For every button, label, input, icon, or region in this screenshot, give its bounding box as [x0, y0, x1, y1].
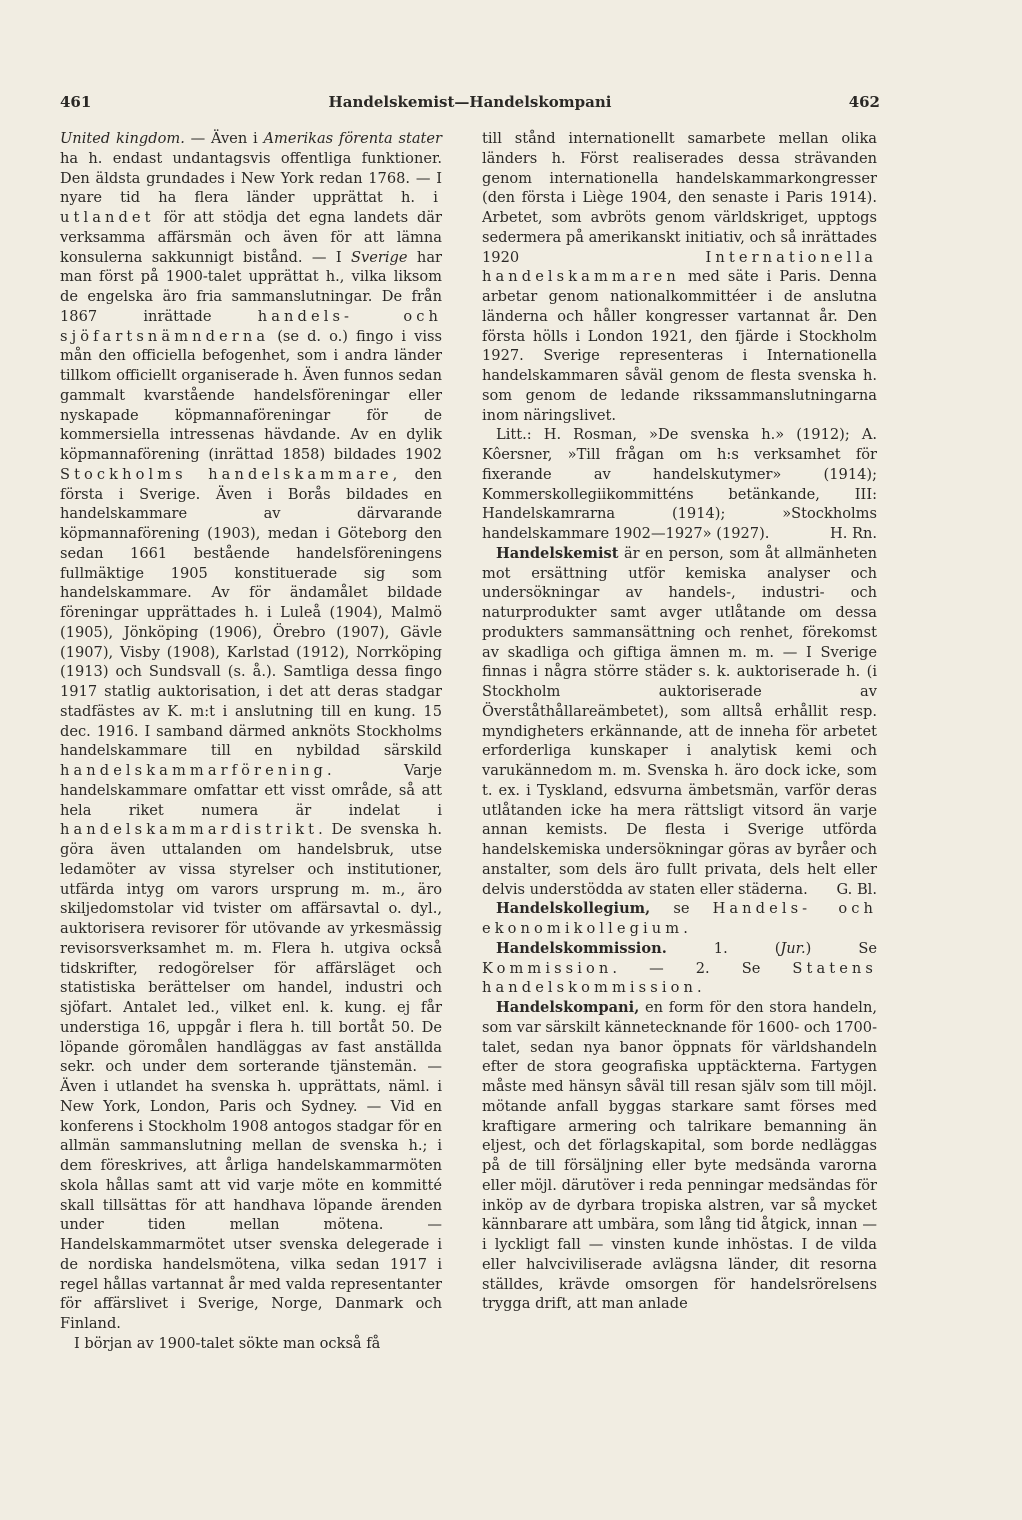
text-spaced: handelskammarförening: [60, 762, 327, 779]
author-signature: H. Rn.: [829, 525, 877, 542]
literature-paragraph: [482, 425, 877, 544]
text: . — 2. Se: [612, 959, 793, 977]
page-number-right: 462: [848, 93, 880, 111]
cross-reference: Kommission: [482, 959, 613, 977]
text-spaced: handelskammardistrikt: [60, 821, 319, 839]
text: , den första i Sverige. Även i Borås bildades en handelskammare av därvarande köpmannaförening (1903), medan i Göteborg den sedan 1661 bestående handelsföreningens fullmäktige 1905 konstituerade sig som handelskammare. Av för ändamålet bildade föreningar upprättades h. i Luleå (1904), Malmö (1905), Jönköping (1906), Örebro (1907), Gävle (1907), Visby (1908), Karlstad (1912), Norrköping (1913) och Sundsvall (s. å.). Samtliga dessa fingo 1917 statlig auktorisation, i det att deras stadgar stadfästes av K. m:t i anslutning till en kung. 15 dec. 1916. I samband därmed anknöts Stockholms handelskammare till en nybildad särskild: [60, 465, 443, 760]
text: ) Se: [805, 939, 877, 957]
entry-handelskollegium: [482, 899, 877, 939]
text-spaced: Internationella handelskammaren: [482, 248, 877, 286]
literature-text: Litt.: H. Rosman, »De svenska h.» (1912); A. Kôersner, »Till frågan om h:s verksamhet för fixerande av handelskutymer» (1914); Kommerskollegiikommitténs betänkande, III: Handelskamrarna (1914); »Stockholms handelskammare 1902—1927» (1927).: [482, 426, 877, 542]
text: till stånd internationellt samarbete mellan olika länders h. Först realiserades dessa strävanden genom internationella handelskammarkongresser (den första i Liège 1904, den senaste i Paris 1914). Arbetet, som avbröts genom världskriget, upptogs sedermera på amerikanskt initiativ, och så inrättades 1920: [482, 130, 877, 266]
page-number-left: 461: [60, 93, 92, 111]
text-italic: United kingdom.: [60, 130, 185, 147]
text: med säte i Paris. Denna arbetar genom nationalkommittéer i de anslutna länderna och håller kongresser vartannat år. Den första hölls i London 1921, den fjärde i Stockholm 1927. Sverige representeras i Internationella handelskammaren såväl genom de flesta svenska h. som genom de ledande rikssammanslutningarna inom näringslivet.: [482, 268, 877, 424]
text-spaced: handels- och sjöfartsnämnderna: [60, 307, 442, 345]
text-spaced: i utlandet: [60, 189, 442, 226]
entry-handelskemist: [482, 544, 877, 900]
paragraph: [482, 129, 877, 425]
entry-headword: Handelskollegium,: [496, 900, 651, 918]
entry-headword: Handelskompani,: [496, 999, 640, 1016]
cross-reference: Handels- och ekonomikollegium: [482, 900, 877, 937]
paragraph: I början av 1900-talet sökte man också få: [74, 1334, 381, 1352]
text: för att stödja det egna landets där verksamma affärsmän och även för att lämna konsulerna sakkunnigt bistånd. — I: [60, 209, 442, 266]
running-title: Handelskemist—Handelskompani: [328, 93, 612, 111]
text: . Varje handelskammare omfattar ett visst område, så att hela riket numera är indelat i: [60, 762, 442, 819]
text: .: [683, 920, 688, 937]
page-header: [60, 93, 880, 115]
text: har man först på 1900-talet upprättat h., vilka liksom de engelska äro fria sammanslutningar. De från 1867 inrättade: [60, 248, 442, 325]
text: ha h. endast undantagsvis offentliga funktioner. Den äldsta grundades i New York redan 1768. — I nyare tid ha flera länder upprättat h.: [60, 149, 442, 207]
right-column: [482, 129, 877, 1314]
text: en form för den stora handeln, som var särskilt kännetecknande för 1600- och 1700-talet, sedan nya banor öppnats för världshandeln efter de stora geografiska upptäckterna. Fartygen måste med hänsyn såväl till resan själv som till möjl. mötande anfall byggas starkare samt förses med kraftigare armering och talrikare bemanning än eljest, och det förlagskapital, som borde nedläggas på de till försäljning eller byte medsända varorna eller möjl. därutöver i reda penningar medsändas för inköp av de dyrbara tropiska alstren, var så mycket kännbarare att umbära, som lång tid åtgick, innan — i lyckligt fall — vinsten kunde inhöstas. I de vilda eller halvciviliserade avlägsna länder, dit resorna ställdes, krävde omsorgen för handelsrörelsens trygga drift, att man anlade: [482, 999, 877, 1313]
text: (se d. o.) fingo i viss mån den officiella befogenhet, som i andra länder tillkom officiellt organiserade h. Även funnos sedan gammalt kvarstående handelsföreningar eller nyskapade köpmannaföreningar för de kommersiella intressenas hävdande. Av en dylik köpmannaförening (inrättad 1858) bildades 1902: [60, 327, 442, 463]
text: . De svenska h. göra även uttalanden om handelsbruk, utse ledamöter av vissa styrelser och institutioner, utfärda intyg om varors ursprung m. m., äro skiljedomstolar vid tvister om affärsavtal o. dyl., auktorisera revisorer för utövande av yrkesmässig revisorsverksamhet m. m. Flera h. utgiva också tidskrifter, redogörelser för affärsläget och statistiska berättelser om handel, industri och sjöfart. Antalet led., vilket enl. k. kung. ej får understiga 16, uppgår i flera h. till bortåt 50. De löpande göromålen handläggas av fast anställda sekr. och under dem sorterande tjänstemän. — Även i utlandet ha svenska h. upprättats, näml. i New York, London, Paris och Sydney. — Vid en konferens i Stockholm 1908 antogos stadgar för en allmän sammanslutning mellan de svenska h.; i dem föreskrives, att årliga handelskammarmöten skola hållas samt att vid varje möte en kommitté skall tillsättas för att handhava löpande ärenden under tiden mellan mötena. — Handelskammarmötet utser svenska delegerade i de nordiska handelsmötena, vilka sedan 1917 i regel hållas vartannat år med valda representanter för affärslivet i Sverige, Norge, Danmark och Finland.: [60, 821, 442, 1332]
entry-handelskommission: [482, 939, 877, 998]
author-signature: G. Bl.: [836, 880, 877, 898]
paragraph: [60, 129, 442, 1334]
text: — Även i: [184, 130, 264, 147]
entry-headword: Handelskemist: [496, 544, 619, 562]
text: är en person, som åt allmänheten mot ersättning utför kemiska analyser och undersökningar av handels-, industri- och naturprodukter samt avger utlåtande om dessa produkters sammansättning och renhet, förekomst av skadliga och giftiga ämnen m. m. — I Sverige finnas i några större städer s. k. auktoriserade h. (i Stockholm auktoriserade av Överståthållareämbetet), som alltså erhållit resp. myndigheters erkännande, att de inneha för arbetet erforderliga kunskaper i analytisk kemi och varukännedom m. m. Svenska h. äro dock icke, som t. ex. i Tyskland, edsvurna ämbetsmän, varför deras utlåtanden icke ha mera rättsligt vitsord än varje annan kemists. De flesta i Sverige utförda handelskemiska undersökningar göras av byråer och anstalter, som dels äro fullt privata, dels helt eller delvis understödda av staten eller städerna.: [482, 544, 877, 898]
text: se: [650, 900, 713, 918]
text-italic: Amerikas förenta stater: [263, 130, 442, 147]
text-spaced: Stockholms handelskammare: [60, 465, 393, 483]
text-italic: Sverige: [351, 248, 408, 266]
text: 1. (: [666, 939, 781, 957]
text: .: [696, 979, 702, 997]
left-column: [60, 129, 442, 1354]
text-italic: Jur.: [780, 939, 806, 957]
entry-handelskompani: [482, 998, 877, 1314]
cross-reference: Statens handelskommission: [482, 959, 877, 997]
entry-headword: Handelskommission.: [496, 939, 667, 957]
